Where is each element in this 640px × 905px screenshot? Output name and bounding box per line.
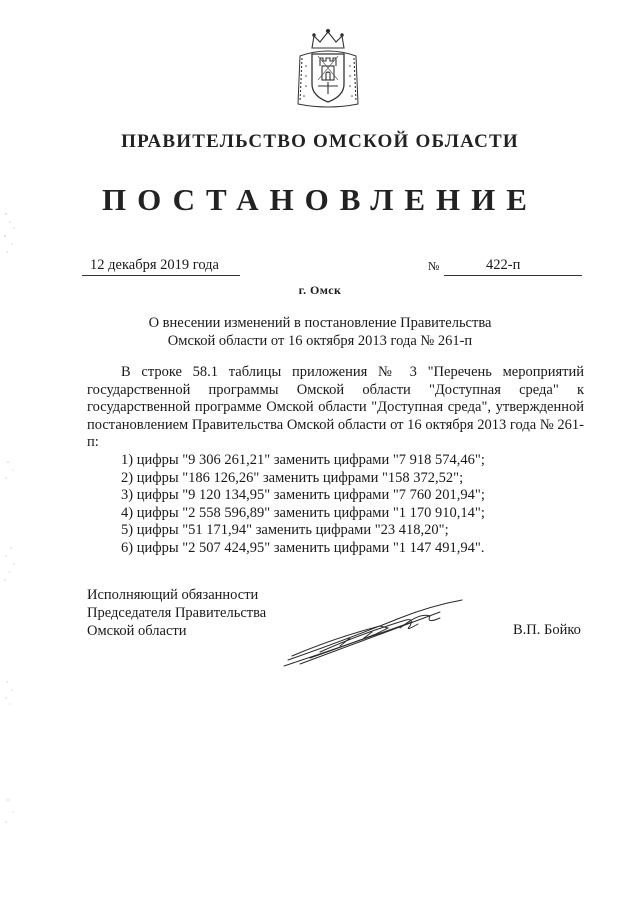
omsk-coat-of-arms-icon — [292, 26, 364, 110]
date-field — [82, 256, 240, 276]
list-item: 6) цифры "2 507 424,95" заменить цифрами "1 147 491,94". — [121, 539, 485, 556]
document-type-heading: ПОСТАНОВЛЕНИЕ — [102, 182, 538, 217]
amendment-list — [121, 452, 485, 558]
subject-line: О внесении изменений в постановление Правительства — [148, 315, 492, 331]
signer-name: В.П. Бойко — [513, 622, 581, 638]
signer-line: Омской области — [87, 623, 187, 639]
signer-position — [87, 586, 266, 640]
document-date: 12 декабря 2019 года — [90, 257, 219, 273]
list-item: 2) цифры "186 126,26" заменить цифрами "158 372,52"; — [121, 469, 464, 486]
list-item: 1) цифры "9 306 261,21" заменить цифрами "7 918 574,46"; — [121, 452, 485, 468]
handwritten-signature — [280, 598, 470, 672]
signer-line: Исполняющий обязанности — [87, 587, 259, 603]
body-paragraph: В строке 58.1 таблицы приложения № 3 "Перечень мероприятий государственной программы Омской области "Доступная среда" к государственной программе Омской области "Доступная среда", утвержденной постановлением Правительства Омской области от 16 октября 2013 года № 261-п: — [87, 364, 584, 451]
organization-title: ПРАВИТЕЛЬСТВО ОМСКОЙ ОБЛАСТИ — [121, 131, 519, 152]
document-number: 422-п — [486, 257, 521, 273]
city-label: г. Омск — [298, 283, 342, 297]
list-item: 5) цифры "51 171,94" заменить цифрами "23 418,20"; — [121, 522, 449, 539]
document-subject — [100, 314, 540, 350]
list-item: 3) цифры "9 120 134,95" заменить цифрами "7 760 201,94"; — [121, 487, 485, 504]
subject-line: Омской области от 16 октября 2013 года № 261-п — [167, 333, 473, 349]
number-sign: № — [428, 259, 440, 273]
list-item: 4) цифры "2 558 596,89" заменить цифрами "1 170 910,14"; — [121, 504, 485, 521]
number-field — [444, 256, 582, 276]
signer-line: Председателя Правительства — [87, 605, 267, 621]
